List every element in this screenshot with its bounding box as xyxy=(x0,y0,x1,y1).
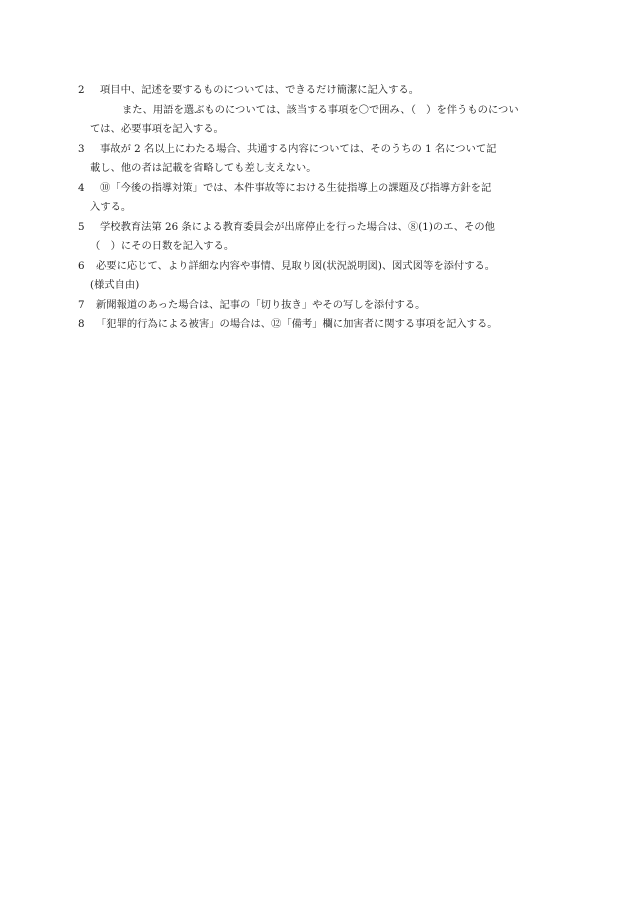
note-sub-line: ては、必要事項を記入する。 xyxy=(90,123,224,135)
notes-list xyxy=(78,81,558,335)
note-item-3 xyxy=(78,140,558,179)
note-text-line: 入する。 xyxy=(90,201,132,213)
note-text-line: 項目中、記述を要するものについては、できるだけ簡潔に記入する。 xyxy=(100,84,419,96)
note-item-2 xyxy=(78,81,558,140)
note-item-4 xyxy=(78,179,558,218)
note-item-6 xyxy=(78,257,558,296)
note-item-8 xyxy=(78,315,558,335)
note-item-7 xyxy=(78,296,558,316)
note-text-line: 「犯罪的行為による被害」の場合は、⑫「備考」欄に加害者に関する事項を記入する。 xyxy=(96,318,498,330)
note-text-line: 必要に応じて、より詳細な内容や事情、見取り図(状況説明図)、図式図等を添付する。 xyxy=(96,259,496,272)
note-text-line: 新聞報道のあった場合は、記事の「切り抜き」やその写しを添付する。 xyxy=(96,298,426,311)
note-text-line: 載し、他の者は記載を省略しても差し支えない。 xyxy=(90,162,317,174)
note-text-line: 事故が 2 名以上にわたる場合、共通する内容については、そのうちの 1 名について記 xyxy=(100,142,497,155)
note-number: 2 xyxy=(78,84,85,96)
note-number: 5 xyxy=(78,220,85,233)
note-number: 3 xyxy=(78,142,85,155)
note-number: 7 xyxy=(78,298,85,311)
note-text-line: (様式自由) xyxy=(90,279,140,291)
note-item-5 xyxy=(78,218,558,257)
note-number: 8 xyxy=(78,318,85,330)
note-text-line: （ ）にその日数を記入する。 xyxy=(90,240,235,252)
note-text-line: 学校教育法第 26 条による教育委員会が出席停止を行った場合は、⑧(1)のエ、その他 xyxy=(100,220,495,233)
note-number: 4 xyxy=(78,181,85,194)
note-text-line: ⑩「今後の指導対策」では、本件事故等における生徒指導上の課題及び指導方針を記 xyxy=(100,181,492,194)
note-sub-line: また、用語を選ぶものについては、該当する事項を〇で囲み、（ ）を伴うものについ xyxy=(122,103,519,116)
note-number: 6 xyxy=(78,259,85,272)
